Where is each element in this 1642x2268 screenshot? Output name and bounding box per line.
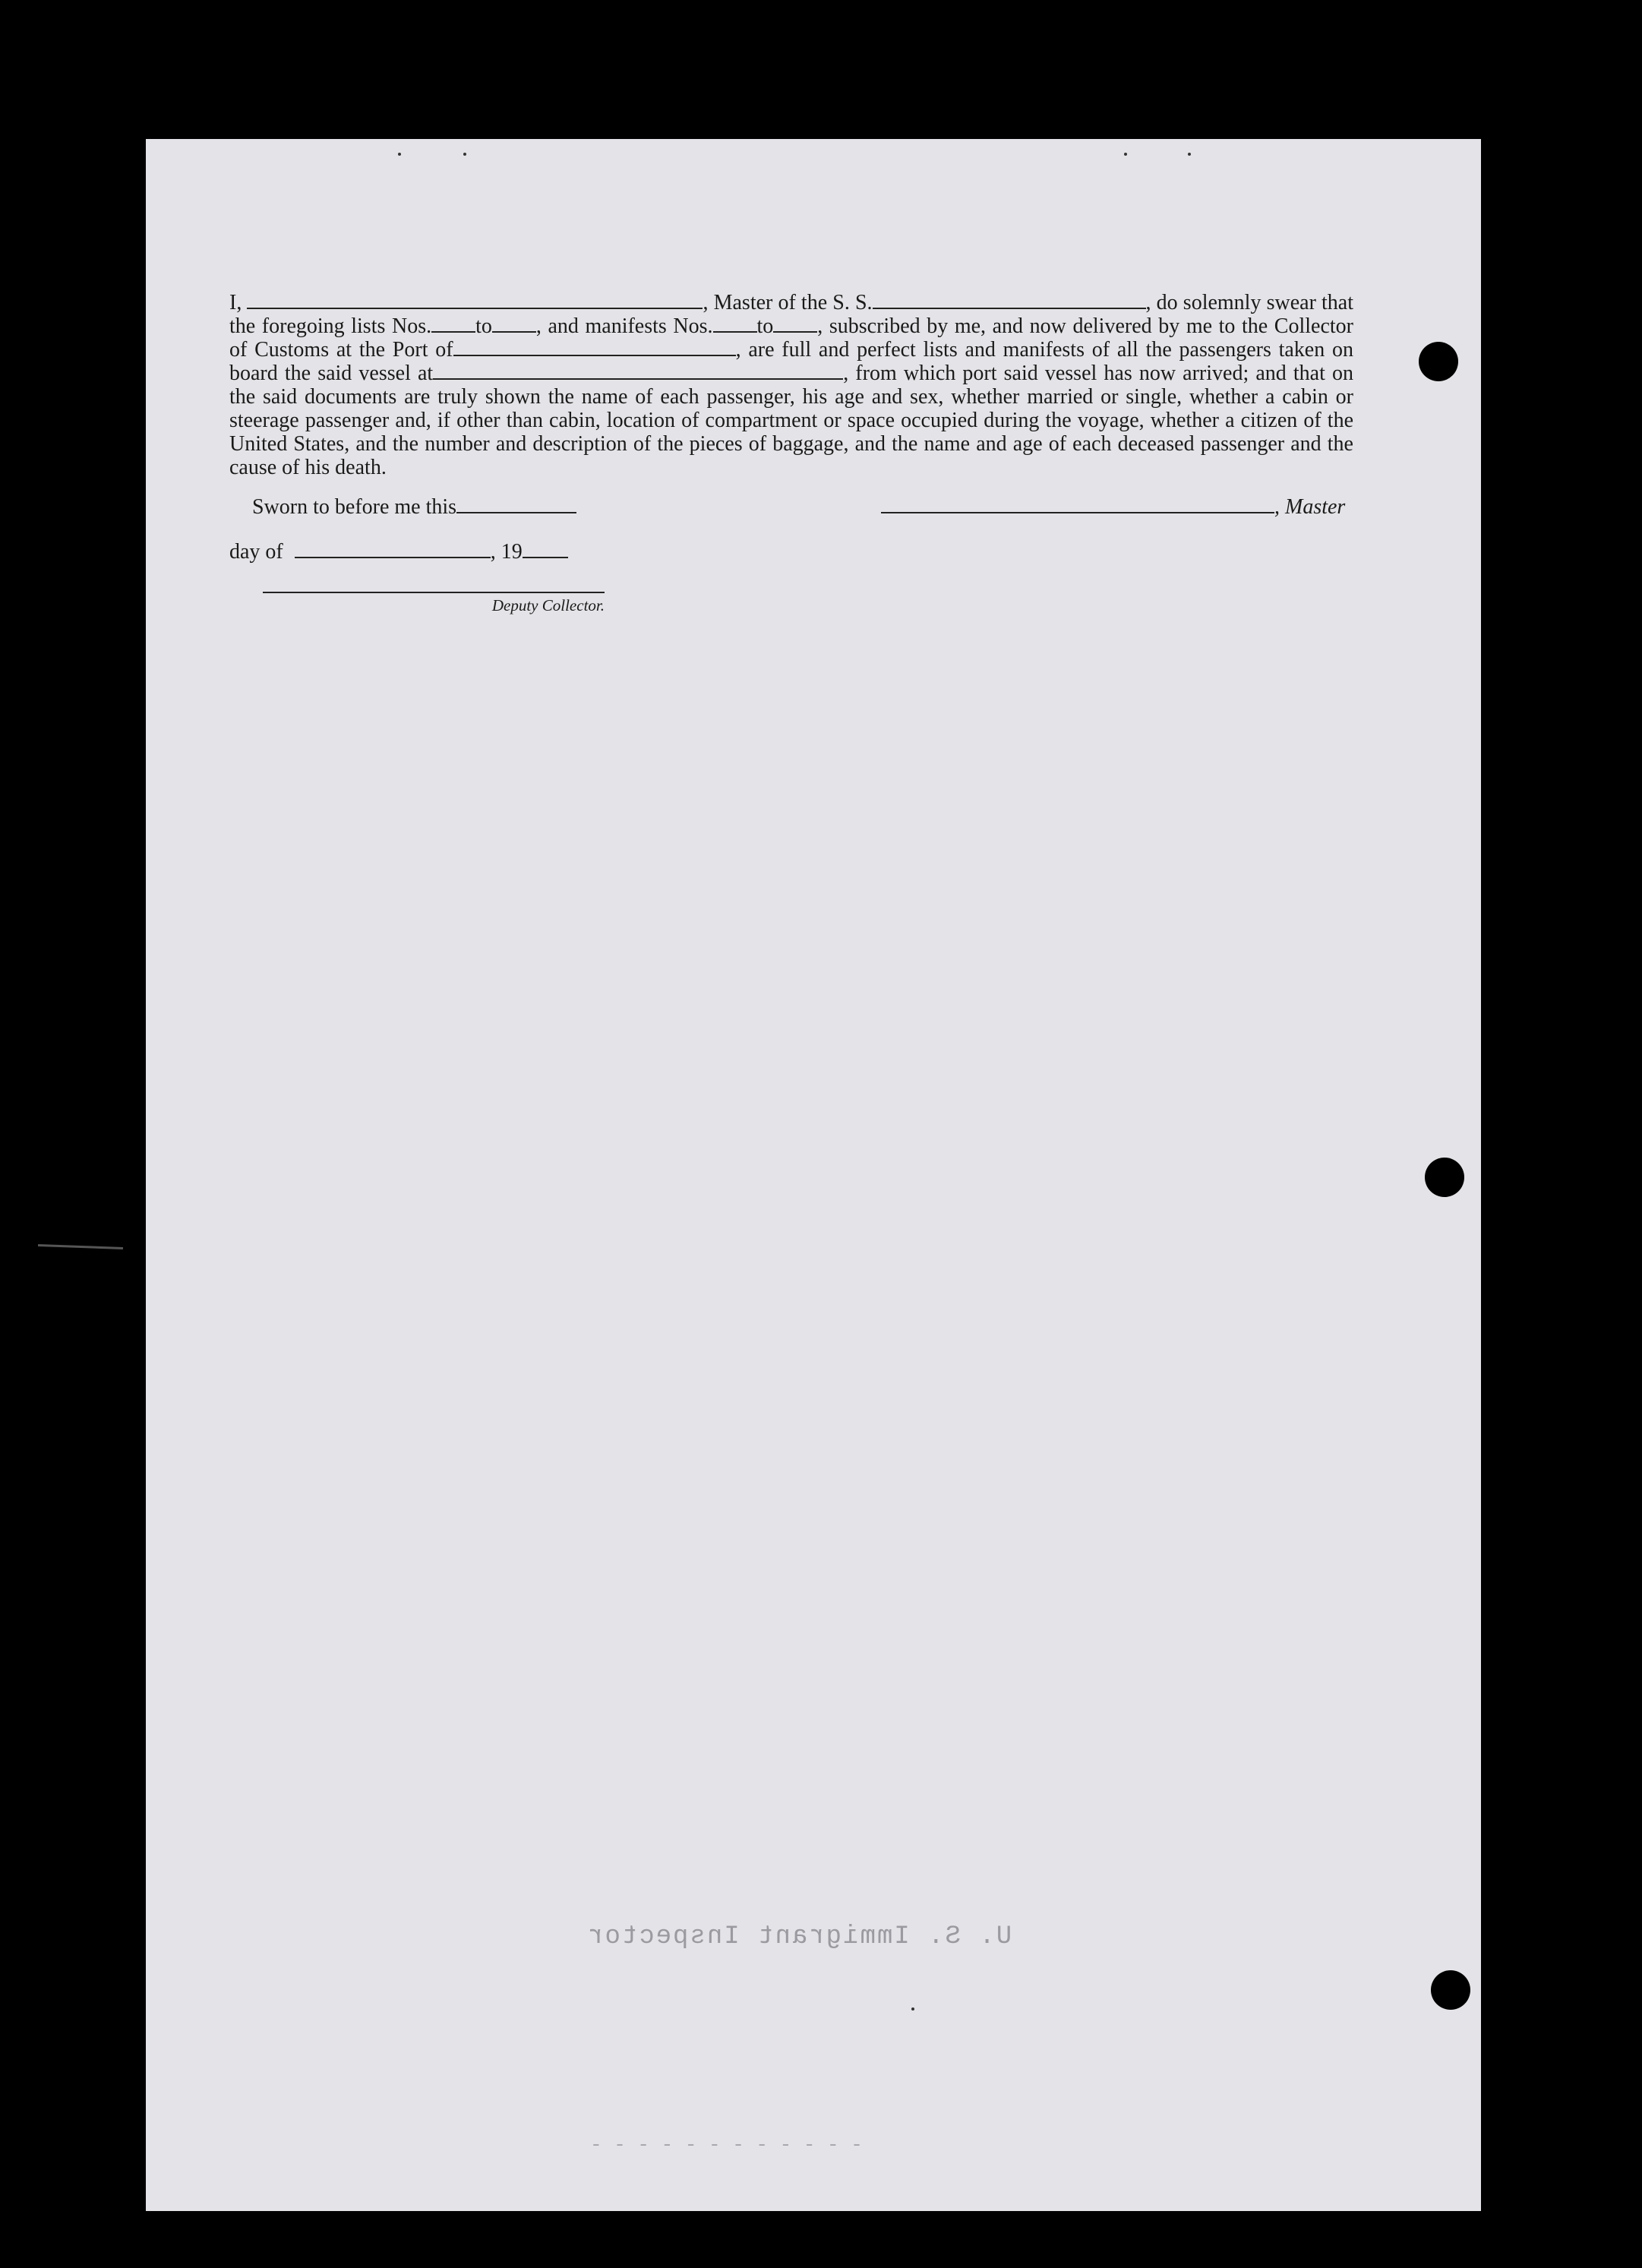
speck: [398, 153, 401, 156]
month-blank: [295, 540, 491, 558]
day-of-row: [229, 540, 568, 564]
sworn-label: Sworn to before me this: [252, 495, 457, 519]
departure-port-blank: [433, 362, 843, 380]
year-blank: [523, 540, 568, 558]
sworn-day-blank: [456, 495, 576, 513]
oath-subscribed: , subscribed by me, and now delivered by me to the Collector of Customs at the Port of: [229, 314, 1353, 362]
year-prefix: , 19: [490, 540, 523, 564]
ship-name-blank: [873, 291, 1146, 309]
stamp-dashes: - - - - - - - - - - - -: [590, 2134, 863, 2156]
speck: [1188, 153, 1191, 156]
speck: [911, 2007, 914, 2011]
oath-i: I,: [229, 291, 242, 314]
oath-to-2: to: [756, 314, 774, 338]
oath-master-of-ss: , Master of the S. S.: [703, 291, 873, 314]
oath-do-solemnly: , do solemnly swear that the foregoing lists Nos.: [229, 291, 1354, 338]
speck: [463, 153, 466, 156]
immigrant-inspector-stamp: U. S. Immigrant Inspector: [586, 1922, 1012, 1951]
oath-paragraph: [229, 291, 1353, 479]
master-label: , Master: [1274, 495, 1346, 519]
list-to-blank: [492, 314, 536, 333]
list-from-blank: [431, 314, 475, 333]
manifest-to-blank: [773, 314, 817, 333]
manifest-from-blank: [713, 314, 757, 333]
master-name-blank: [247, 291, 703, 309]
master-signature-blank: [881, 495, 1274, 513]
oath-remainder: , from which port said vessel has now arrived; and that on the said documents are truly shown the name of each passenger, his age and sex, whether married or single, whether a cabin or steerage passenger and, if other than cabin, location of compartment or space occupied during the voyage, whether a citizen of the United States, and the number and description of the pieces of baggage, and the name and age of each deceased passenger and the cause of his death.: [229, 362, 1354, 479]
document-page: [146, 139, 1481, 2211]
oath-and-manifests: , and manifests Nos.: [535, 314, 713, 338]
deputy-collector-label: Deputy Collector.: [263, 592, 605, 615]
punch-hole-bottom: [1431, 1970, 1470, 2010]
port-blank: [453, 338, 736, 356]
day-of-label: day of: [229, 540, 283, 564]
sworn-row: [252, 495, 576, 520]
oath-full-and-perfect: , are full and perfect lists and manifests of all the passengers taken on board the said vessel at: [229, 338, 1353, 385]
speck: [1124, 153, 1127, 156]
scan-edge-mark: [38, 1244, 123, 1249]
punch-hole-middle: [1425, 1158, 1464, 1197]
punch-hole-top: [1419, 342, 1458, 381]
oath-to-1: to: [475, 314, 492, 338]
master-signature-row: [881, 495, 1345, 520]
